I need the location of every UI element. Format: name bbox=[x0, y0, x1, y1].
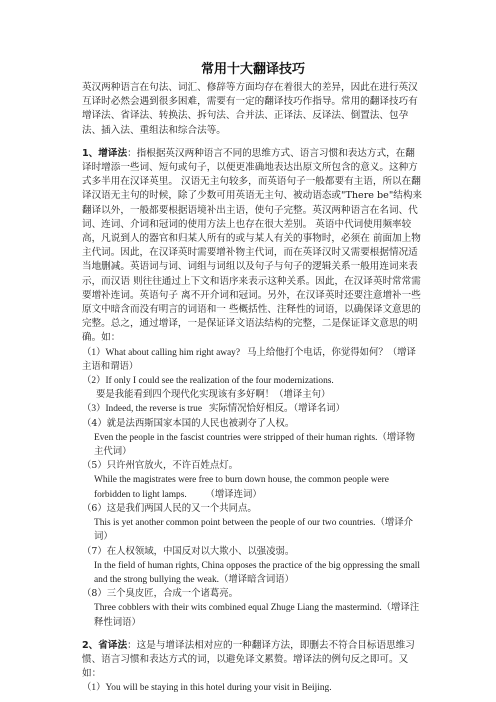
intro-paragraph: 英汉两种语言在句法、词汇、修辞等方面均存在着很大的差异，因此在进行英汉互译时必然会遇到很多困难，需要有一定的翻译技巧作指导。常用的翻译技巧有增译法、省译法、转换法、拆句法、合并法、正译法、反译法、倒置法、包孕法、插入法、重组法和综合法等。 bbox=[82, 82, 418, 136]
page-title: 常用十大翻译技巧 bbox=[200, 62, 305, 77]
document-page bbox=[82, 58, 424, 696]
example-5-translation bbox=[82, 473, 424, 501]
example-2-translation: 要是我能看到四个现代化实现该有多好啊！（增译主句） bbox=[96, 389, 331, 401]
example-1-zh: 马上给他打个电话，你觉得如何？（增译主语和谓语） bbox=[82, 347, 416, 372]
section-2-paragraph bbox=[82, 639, 424, 682]
example-5: （5）只许州官放火，不许百姓点灯。 bbox=[82, 460, 238, 472]
section-2-heading: 省译法 bbox=[98, 639, 128, 651]
example-4-translation: Even the people in the fascist countries were stripped of their human rights.（增译物主代词） bbox=[94, 432, 416, 458]
section-1-paragraph bbox=[82, 147, 424, 346]
example-4: （4）就是法西斯国家本国的人民也被剥夺了人权。 bbox=[82, 417, 295, 429]
section-1-body: ：指根据英汉两种语言不同的思维方式、语言习惯和表达方式，在翻译时增添一些词、短句或句子，以便更准确地表达出原文所包含的意义。这种方式多半用在汉译英里。 汉语无主句较多，而英语句子一般都要有主语，所以在翻译汉语无主句的时候，除了少数可用英语无主句、被动语态或"There be"结构来翻译以外，一般都要根据语境补出主语，使句子完整。英汉两种语言在名词、代词、连词、介词和冠词的使用方法上也存在很大差别。 英语中代词使用频率较高，凡说到人的器官和归某人所有的或与某人有关的事物时，必须在 前面加上物主代词。因此，在汉译英时需要增补物主代词，而在英译汉时又需要根据情况适 当地删减。英语词与词、词组与词组以及句子与句子的逻辑关系一般用连词来表示，而汉语 则往往通过上下文和语序来表示这种关系。因此，在汉译英时常常需要增补连词。英语句子 离不开介词和冠词。另外，在汉译英时还要注意增补一些原文中暗含而没有明言的词语和一 些概括性、注释性的词语，以确保译文意思的完整。总之，通过增译，一是保证译文语法结构的完整，二是保证译文意思的明确。如： bbox=[82, 147, 423, 344]
example-3 bbox=[82, 402, 424, 416]
spacer bbox=[82, 630, 424, 639]
example-2-en: （2）If only I could see the realization of the four modernizations. bbox=[82, 376, 334, 387]
example-6-translation: This is yet another common point between the people of our two countries.（增译介词） bbox=[94, 518, 413, 543]
example-8: （8）三个臭皮匠，合成一个诸葛亮。 bbox=[82, 588, 238, 600]
section-1-heading: 增译法 bbox=[98, 147, 128, 159]
example-6: （6）这是我们两国人民的又一个共同点。 bbox=[82, 502, 257, 514]
section-2-number: 2、 bbox=[82, 639, 99, 651]
example-3-zh: 实际情况恰好相反。（增译名词） bbox=[209, 404, 345, 415]
example-3-en: （3）Indeed, the reverse is true bbox=[82, 404, 203, 415]
example-1-en: （1）What about calling him right away? bbox=[82, 347, 241, 358]
example-5-en: While the magistrates were free to burn down house, the common people were forbidden to light lamps. bbox=[94, 475, 389, 500]
section-2-body: ：这是与增译法相对应的一种翻译方法，即删去不符合目标语思维习惯、语言习惯和表达方式的词，以避免译文累赘。增译法的例句反之即可。又如： bbox=[82, 639, 415, 680]
example-1 bbox=[82, 346, 424, 374]
section-2-example-1: （1）You will be staying in this hotel during your visit in Beijing. bbox=[82, 683, 332, 694]
example-8-translation: Three cobblers with their wits combined equal Zhuge Liang the mastermind.（增译注释性词语） bbox=[94, 603, 420, 628]
section-1-number: 1、 bbox=[82, 147, 99, 159]
example-5-note: （增译连词） bbox=[205, 489, 262, 500]
example-2 bbox=[82, 374, 424, 388]
example-7: （7）在人权领域，中国反对以大欺小、以强凌弱。 bbox=[82, 545, 295, 557]
spacer bbox=[82, 138, 424, 147]
example-7-translation: In the field of human rights, China opposes the practice of the big oppressing the small and the strong bullying the weak.（增译暗含词语） bbox=[94, 560, 420, 585]
